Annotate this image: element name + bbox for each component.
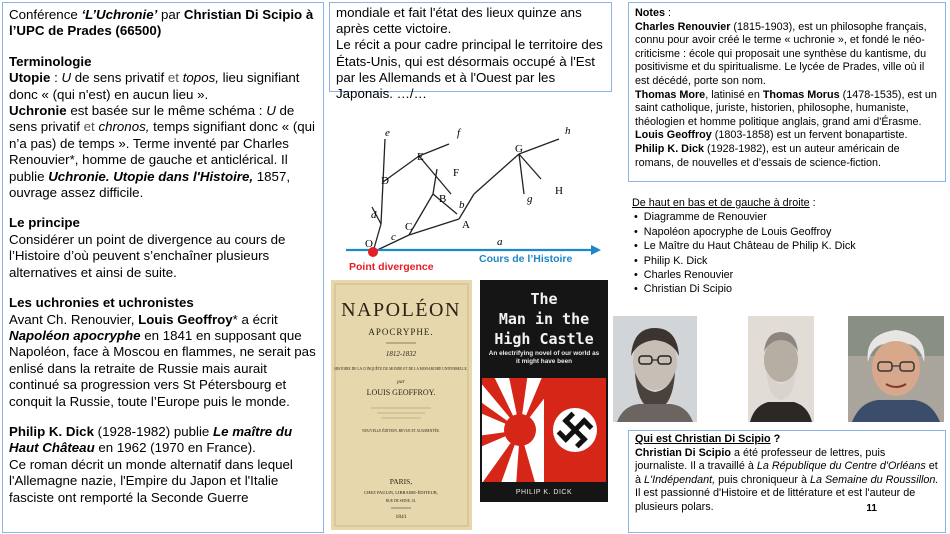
continuation-text: mondiale et fait l'état des lieux quinze ans après cette victoire. (336, 5, 582, 37)
photo-philip-k-dick (613, 316, 697, 422)
pkd-portrait-svg (613, 316, 697, 422)
cover-subtitle: APOCRYPHE. (368, 327, 434, 337)
cover-desc: HISTOIRE DE LA CONQUÊTE DU MONDE ET DE LA MONARCHIE UNIVERSELLE. (334, 367, 468, 371)
note-more: Thomas More, latinisé en Thomas Morus (1478-1535), est un saint catholique, juriste, historien, philosophe, humaniste, théologien et homme politique anglais, grand ami d'Érasme. (635, 88, 937, 128)
photo-christian-di-scipio (848, 316, 944, 422)
napoleon-cover-svg (331, 280, 472, 530)
axis-arrowhead (591, 245, 601, 255)
dick-paragraph: Philip K. Dick (1928-1982) publie Le maître du Haut Château en 1962 (1970 en France). (9, 423, 293, 456)
renouvier-portrait-svg (748, 316, 814, 422)
branch-G-g (519, 154, 524, 194)
label-H: H (555, 185, 563, 197)
label-e: e (385, 127, 390, 139)
mhc-title-1: The (530, 290, 558, 308)
label-a: a (497, 236, 503, 248)
caption-item: • Le Maître du Haut Château de Philip K. Dick (646, 239, 946, 253)
caption-item: • Diagramme de Renouvier (646, 210, 946, 224)
caption-item: • Christian Di Scipio (646, 282, 946, 296)
notes-panel (628, 2, 946, 182)
branch-to-G (474, 154, 519, 194)
diagram-svg (329, 104, 612, 274)
label-C: C (405, 221, 413, 233)
cover-par: par (397, 379, 405, 385)
label-g: g (527, 193, 533, 205)
notes-heading: Notes : (635, 7, 671, 19)
uchronie-paragraph: Uchronie est basée sur le même schéma : U de sens privatif et chronos, temps signifiant donc « (qui n’a pas) de temps ». Terme inventé par Charles Renouvier*, homme de gauche et anticlérical. Il publie Uchronie. Utopie dans l'Histoire, 1857, ouvrage assez difficile. (9, 103, 315, 201)
photo-charles-renouvier (748, 316, 814, 422)
label-F: F (453, 167, 460, 179)
label-c: c (391, 231, 396, 243)
geoffroy-paragraph: Avant Ch. Renouvier, Louis Geoffroy* a écrit Napoléon apocryphe en 1841 en supposant que Napoléon, face à Moscou en flammes, ne serait pas enlisé dans la retraite de Russie mais aurait continué sa progression vers St Pétersbourg et conquit la Russie, toute l’Europe puis le monde. (9, 311, 316, 409)
note-dick: Philip K. Dick (1928-1982), est un auteur américain de romans, de nouvelles et d’essais de science-fiction. (635, 142, 900, 169)
label-E: E (417, 151, 424, 163)
label-O: O (365, 238, 373, 250)
branch-E-F (419, 156, 451, 194)
terminologie-heading: Terminologie (9, 53, 92, 69)
cover-publisher: CHEZ PAULIN, LIBRAIRE-ÉDITEUR, (364, 490, 438, 495)
branch-d-e (381, 182, 383, 224)
caption-item: • Philip K. Dick (646, 254, 946, 268)
mhc-title-3: High Castle (494, 330, 594, 348)
bio-text: Christian Di Scipio a été professeur de lettres, puis journaliste. Il a travaillé à La République du Centre d'Orléans et à L'Indépendant, puis chroniqueur à La Semaine du Roussillon. Il est passionné d'Histoire et de littérature et est l'auteur de plusieurs polars. (635, 446, 939, 513)
label-d: d (371, 209, 377, 221)
label-D: D (381, 175, 389, 187)
napoleon-apocryphe-cover (331, 280, 472, 530)
branch-G-h (519, 139, 559, 154)
cover-year: 1841 (395, 514, 407, 520)
cover-edition: NOUVELLE ÉDITION, REVUE ET AUGMENTÉE. (362, 429, 440, 433)
principe-heading: Le principe (9, 215, 80, 231)
captions-list (632, 210, 946, 296)
label-A: A (462, 219, 470, 231)
continuation-text-2: Le récit a pour cadre principal le territoire des États-Unis, qui est désormais occupé à l'Est par les Allemands et à l'Ouest par les Japonais. …/… (336, 37, 603, 102)
bio-panel (628, 430, 946, 533)
cours-histoire-label: Cours de l’Histoire (479, 253, 573, 265)
cover-author: LOUIS GEOFFROY. (366, 388, 436, 397)
mhc-author: PHILIP K. DICK (515, 489, 573, 496)
man-in-high-castle-cover (480, 280, 608, 502)
renouvier-diagram (329, 104, 612, 274)
mhc-title-2: Man in the (498, 310, 590, 328)
caption-item: • Napoléon apocryphe de Louis Geoffroy (646, 225, 946, 239)
uchronistes-heading: Les uchronies et uchronistes (9, 295, 194, 311)
conference-title: Conférence ‘L’Uchronie’ par Christian Di Scipio à l’UPC de Prades (66500) (9, 7, 314, 39)
cover-city: PARIS, (389, 477, 413, 486)
continuation-text-panel (329, 2, 612, 102)
caption-item: • Charles Renouvier (646, 268, 946, 282)
label-f: f (457, 127, 461, 139)
left-text-panel (2, 2, 324, 533)
dick-summary: Ce roman décrit un monde alternatif dans lequel l'Allemagne nazie, l'Empire du Japon et l'Italie fasciste ont remporté la Seconde Guerre (9, 456, 293, 505)
cover-address: RUE DE SEINE, 33. (385, 499, 417, 503)
label-G: G (515, 143, 523, 155)
cover-title: NAPOLÉON (341, 299, 461, 321)
note-renouvier: Charles Renouvier (1815-1903), est un philosophe français, connu pour avoir créé le terme « uchronie », et fondé le néo-criticisme : école qui proposait une synthèse du kantisme, du positivisme et du spiritualisme. Le lycée de Prades, ville où il est décédé, porte son nom. (635, 20, 927, 87)
utopie-paragraph: Utopie : U de sens privatif et topos, lieu signifiant donc « (qui n'est) en aucun lieu ». (9, 70, 300, 102)
label-b: b (459, 199, 465, 211)
label-B: B (439, 193, 447, 205)
image-captions (632, 196, 946, 297)
captions-heading: De haut en bas et de gauche à droite : (632, 197, 816, 209)
bio-heading: Qui est Christian Di Scipio ? (635, 433, 781, 445)
mhc-tagline: An electrifying novel of our world as it might have been (488, 350, 600, 365)
principe-text: Considérer un point de divergence au cours de l’Histoire d’où peuvent s’enchaîner plusieurs alternatives et ainsi de suite. (9, 231, 286, 280)
discipio-portrait-svg (848, 316, 944, 422)
label-h: h (565, 125, 571, 137)
mhc-cover-svg (480, 280, 608, 502)
page-number: 11 (866, 503, 877, 515)
point-divergence-label: Point divergence (349, 261, 434, 273)
cover-years: 1812-1832 (385, 350, 417, 358)
note-geoffroy: Louis Geoffroy (1803-1858) est un fervent bonapartiste. (635, 129, 908, 142)
